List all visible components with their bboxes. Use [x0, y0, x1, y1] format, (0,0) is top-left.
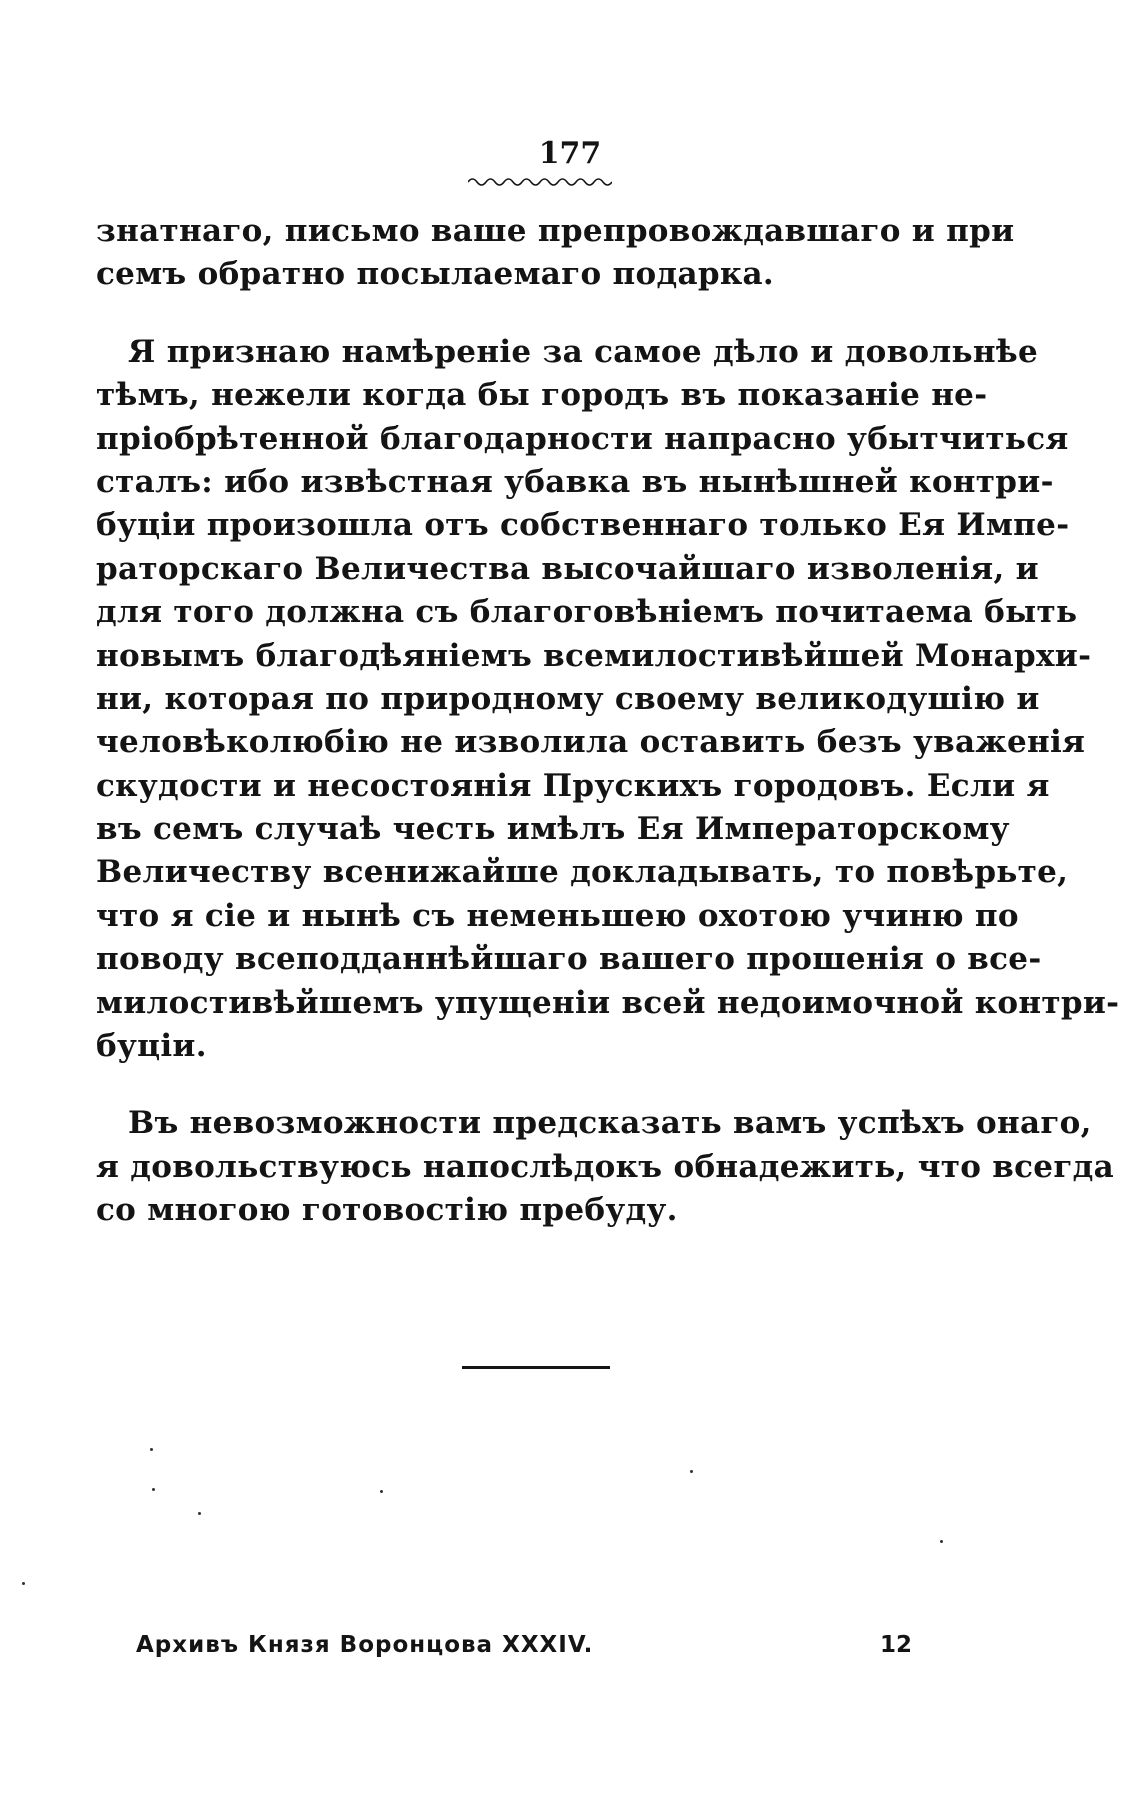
text-line: новымъ благодѣяніемъ всемилостивѣйшей Монархи- [96, 637, 1092, 674]
sheet-number: 12 [880, 1632, 913, 1658]
text-line: раторскаго Величества высочайшаго изволенія, и [96, 550, 1039, 587]
text-line: для того должна съ благоговѣніемъ почитаема быть [96, 594, 1078, 631]
section-divider [462, 1366, 610, 1369]
text-line: со многою готовостію пребуду. [96, 1192, 678, 1229]
text-line: буціи. [96, 1028, 207, 1065]
text-line: тѣмъ, нежели когда бы городъ въ показаніе не- [96, 377, 988, 414]
wavy-ornament [468, 176, 612, 188]
text-line: поводу всеподданнѣйшаго вашего прошенія о все- [96, 941, 1042, 978]
page-number: 177 [538, 136, 602, 171]
text-line: милостивѣйшемъ упущеніи всей недоимочной контри- [96, 984, 1120, 1021]
text-line: я довольствуюсь напослѣдокъ обнадежить, что всегда [96, 1148, 1114, 1185]
letter-body [96, 210, 1120, 1233]
text-line: что я сіе и нынѣ съ неменьшею охотою учиню по [96, 897, 1019, 934]
text-line: человѣколюбію не изволила оставить безъ уваженія [96, 724, 1086, 761]
text-line: сталъ: ибо извѣстная убавка въ нынѣшней контри- [96, 463, 1054, 500]
text-line: ни, которая по природному своему великодушію и [96, 680, 1040, 717]
text-line: знатнаго, письмо ваше препровождавшаго и при [96, 213, 1015, 249]
text-line: буціи произошла отъ собственнаго только Ея Импе- [96, 507, 1070, 544]
text-line: Величеству всенижайше докладывать, то повѣрьте, [96, 854, 1069, 891]
text-line: въ семъ случаѣ честь имѣлъ Ея Императорскому [96, 811, 1010, 848]
signature-line: Архивъ Князя Воронцова XXXIV. [136, 1632, 594, 1658]
text-line: скудости и несостоянія Прускихъ городовъ. Если я [96, 767, 1050, 804]
text-line: пріобрѣтенной благодарности напрасно убытчиться [96, 420, 1069, 457]
text-line: Въ невозможности предсказать вамъ успѣхъ онаго, [128, 1105, 1092, 1142]
text-line: Я признаю намѣреніе за самое дѣло и довольнѣе [128, 333, 1038, 370]
text-line: семъ обратно посылаемаго подарка. [96, 256, 775, 293]
